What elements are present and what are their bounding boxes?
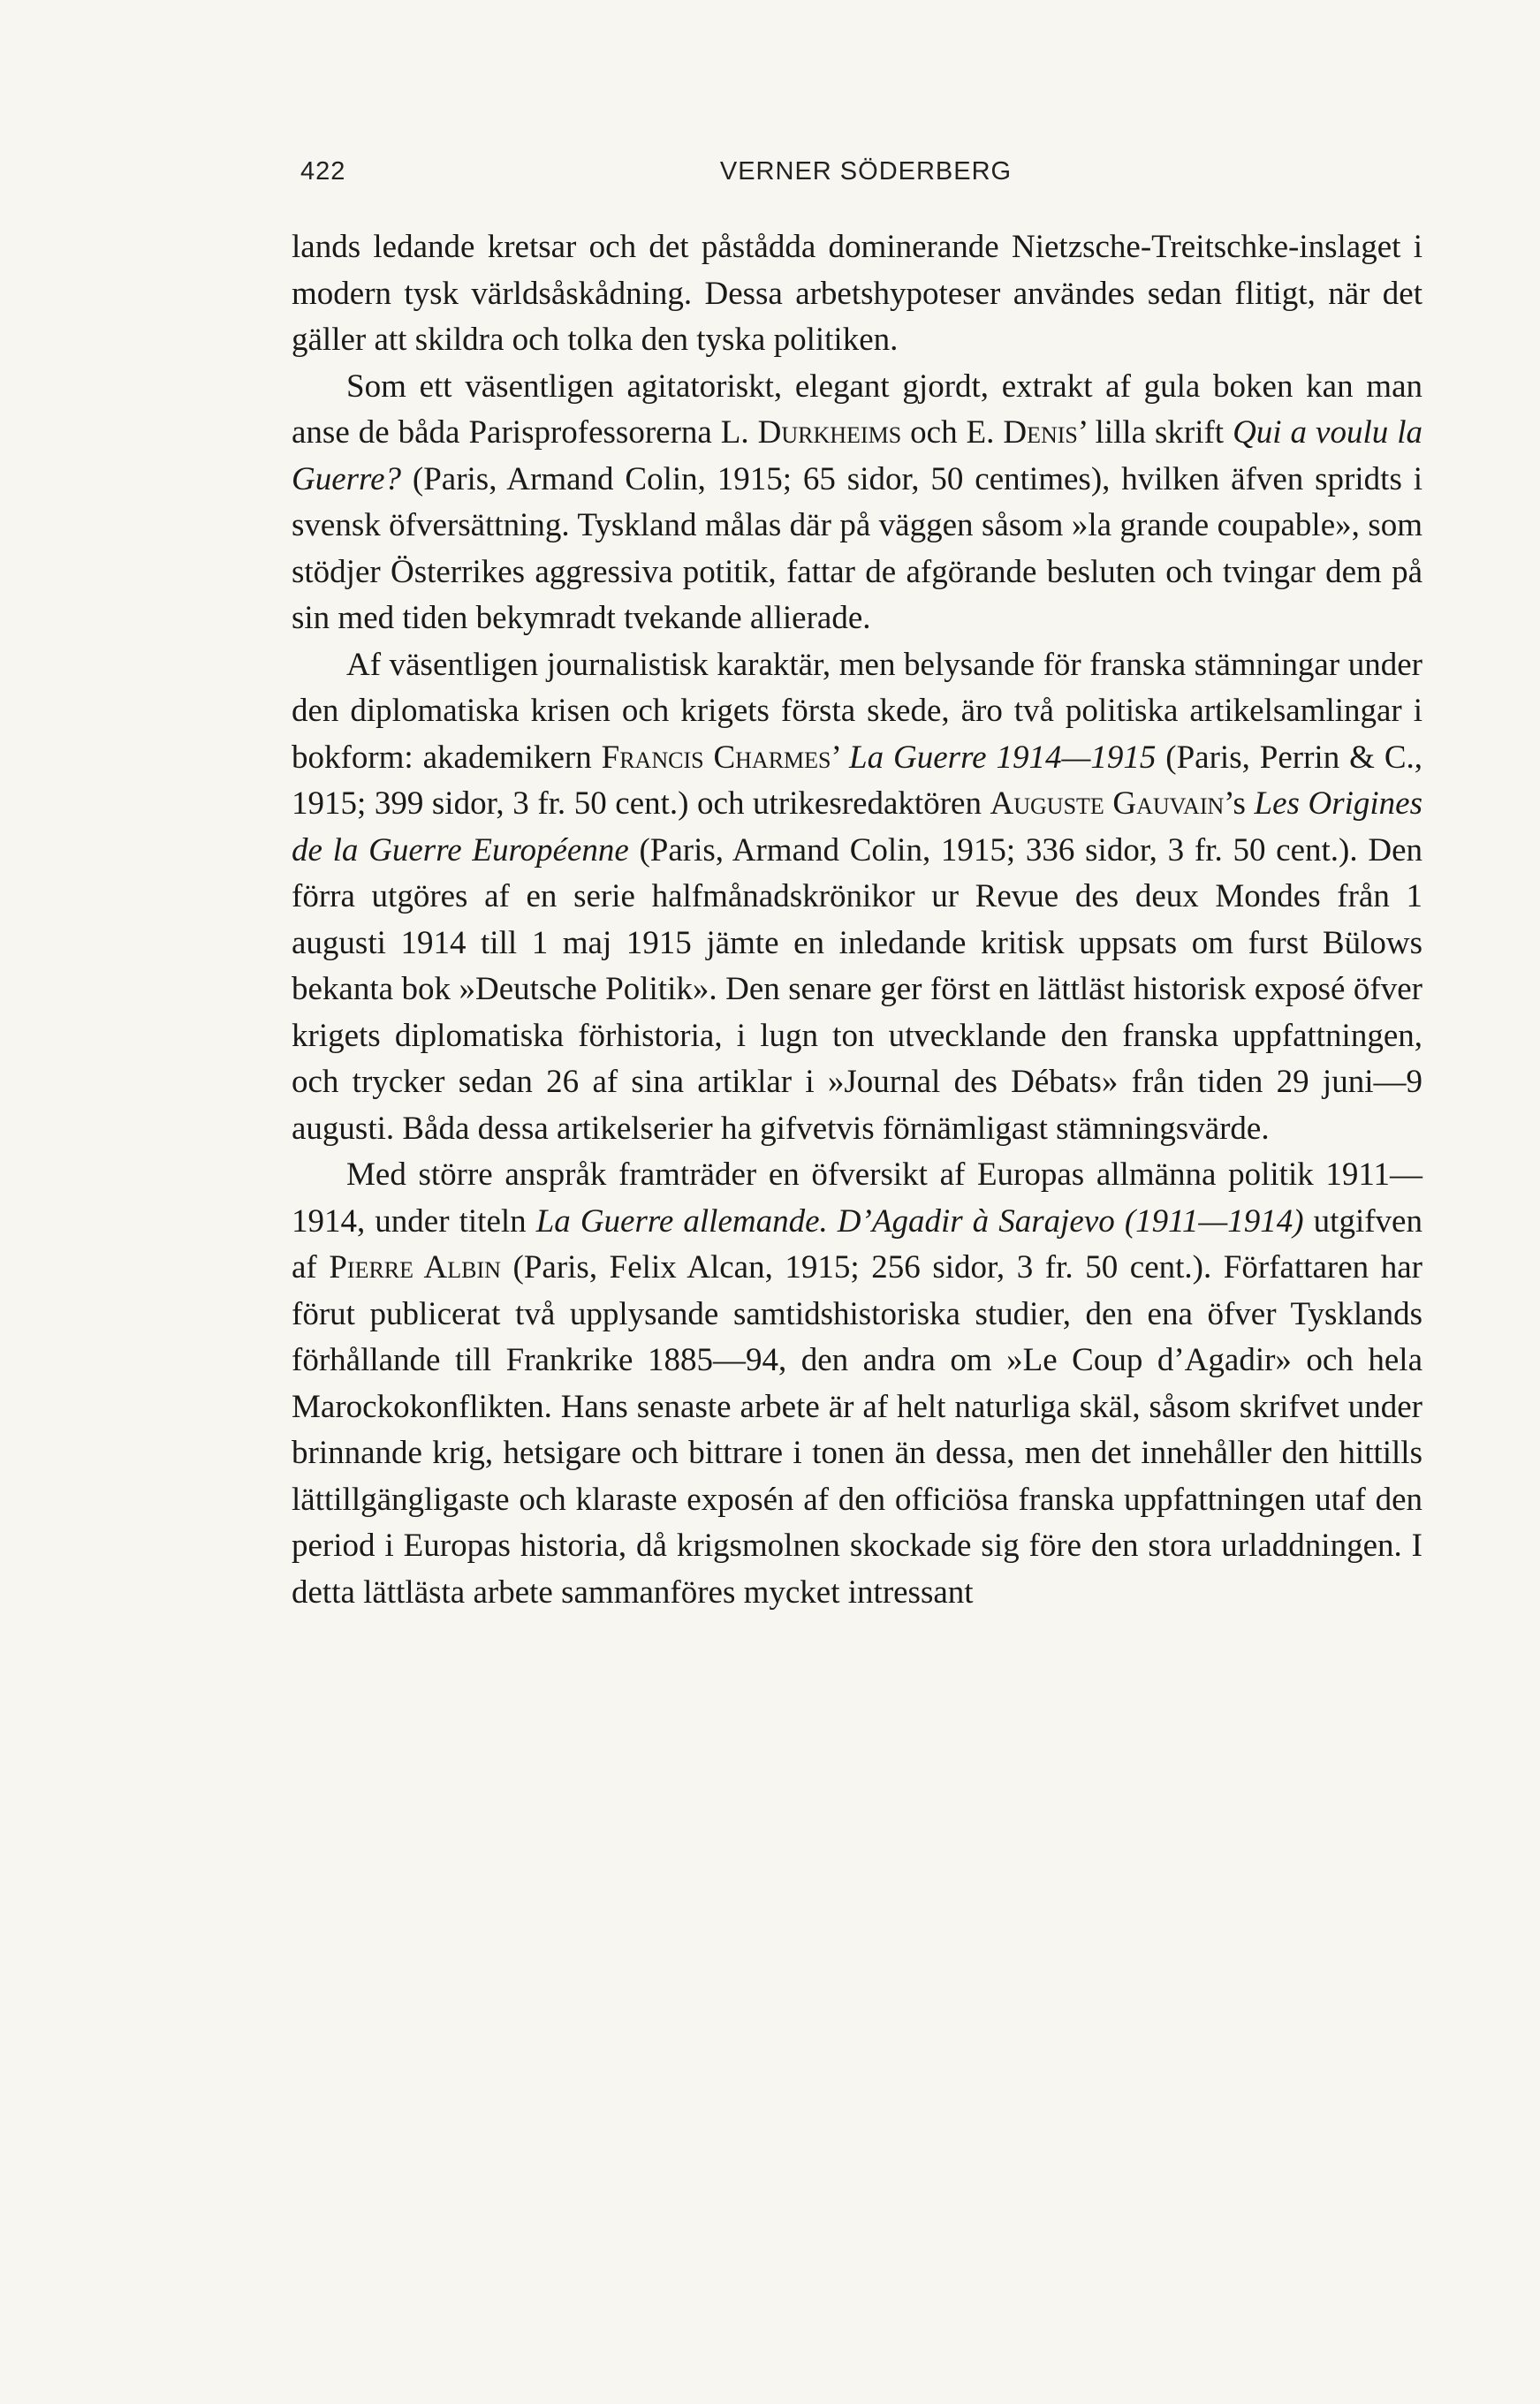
author-name: Pierre Albin	[329, 1249, 501, 1285]
text-run: Af väsentligen journalistisk karaktär, men belysande för franska stämningar under den diplomatiska krisen och krigets första skede, äro två politiska artikelsamlingar i bokform: akademikern	[292, 646, 1422, 776]
author-name: Denis	[1003, 414, 1078, 451]
author-name: Durkheims	[757, 414, 902, 451]
text-run: Som ett väsentligen agitatoriskt, elegant gjordt, extrakt af gula boken kan man anse de båda Parisprofessorerna L.	[292, 368, 1422, 451]
paragraph-3	[292, 642, 1422, 1153]
text-run: Med större anspråk framträder en öfversikt af Europas allmänna politik 1911—1914, under titeln	[292, 1156, 1422, 1240]
author-name: Auguste Gauvain	[990, 785, 1225, 822]
text-run: (Paris, Armand Colin, 1915; 65 sidor, 50 centimes), hvilken äfven spridts i svensk öfversättning. Tyskland målas där på väggen såsom »la grande coupable», som stödjer Österrikes aggressiva potitik, fattar de afgörande besluten och tvingar dem på sin med tiden bekymradt tvekande allierade.	[292, 460, 1422, 636]
book-title: La Guerre allemande. D’Agadir à Sarajevo (1911—1914)	[535, 1202, 1304, 1240]
book-title: La Guerre 1914—1915	[849, 739, 1157, 776]
text-run: ’ lilla skrift	[1077, 414, 1233, 451]
running-head	[300, 157, 1431, 193]
author-name: Francis Charmes	[601, 739, 831, 776]
text-run: (Paris, Armand Colin, 1915; 336 sidor, 3 fr. 50 cent.). Den förra utgöres af en serie halfmånadskrönikor ur Revue des deux Mondes från 1 augusti 1914 till 1 maj 1915 jämte en inledande kritisk uppsats om furst Bülows bekanta bok »Deutsche Politik». Den senare ger först en lättläst historisk exposé öfver krigets diplomatiska förhistoria, i lugn ton utvecklande den franska uppfattningen, och trycker sedan 26 af sina artiklar i »Journal des Débats» från tiden 29 juni—9 augusti. Båda dessa artikelserier ha gifvetvis förnämligast stämningsvärde.	[292, 831, 1422, 1147]
book-title: Qui a voulu la Guerre?	[292, 414, 1422, 497]
book-title: Les Origines de la Guerre Européenne	[292, 785, 1422, 868]
paragraph-1	[292, 224, 1422, 364]
paragraph-2	[292, 364, 1422, 642]
text-run: lands ledande kretsar och det påstådda dominerande Nietzsche-Treitschke-inslaget i modern tysk världsåskådning. Dessa arbetshypoteser användes sedan flitigt, när det gäller att skildra och tolka den tyska politiken.	[292, 229, 1422, 358]
running-title: VERNER SÖDERBERG	[719, 157, 1013, 186]
text-run: (Paris, Perrin & C., 1915; 399 sidor, 3 fr. 50 cent.) och utrikesredaktören	[292, 739, 1423, 822]
text-run: och E.	[901, 414, 1004, 451]
text-run: (Paris, Felix Alcan, 1915; 256 sidor, 3 fr. 50 cent.). Författaren har förut publicerat två upplysande samtidshistoriska studier, den ena öfver Tysklands förhållande till Frankrike 1885—94, den andra om »Le Coup d’Agadir» och hela Marockokonflikten. Hans senaste arbete är af helt naturliga skäl, såsom skrifvet under brinnande krig, hetsigare och bittrare i tonen än dessa, men det innehåller den hittills lättillgängligaste och klaraste exposén af den officiösa franska uppfattningen utaf den period i Europas historia, då krigsmolnen skockade sig före den stora urladdningen. I detta lättlästa arbete sammanföres mycket intressant	[292, 1249, 1422, 1611]
text-run: ’s	[1224, 785, 1255, 822]
page-number: 422	[300, 157, 346, 186]
body-text	[292, 224, 1422, 1616]
text-run: ’	[831, 739, 850, 776]
paragraph-4	[292, 1152, 1422, 1616]
text-run: utgifven af	[292, 1202, 1422, 1285]
